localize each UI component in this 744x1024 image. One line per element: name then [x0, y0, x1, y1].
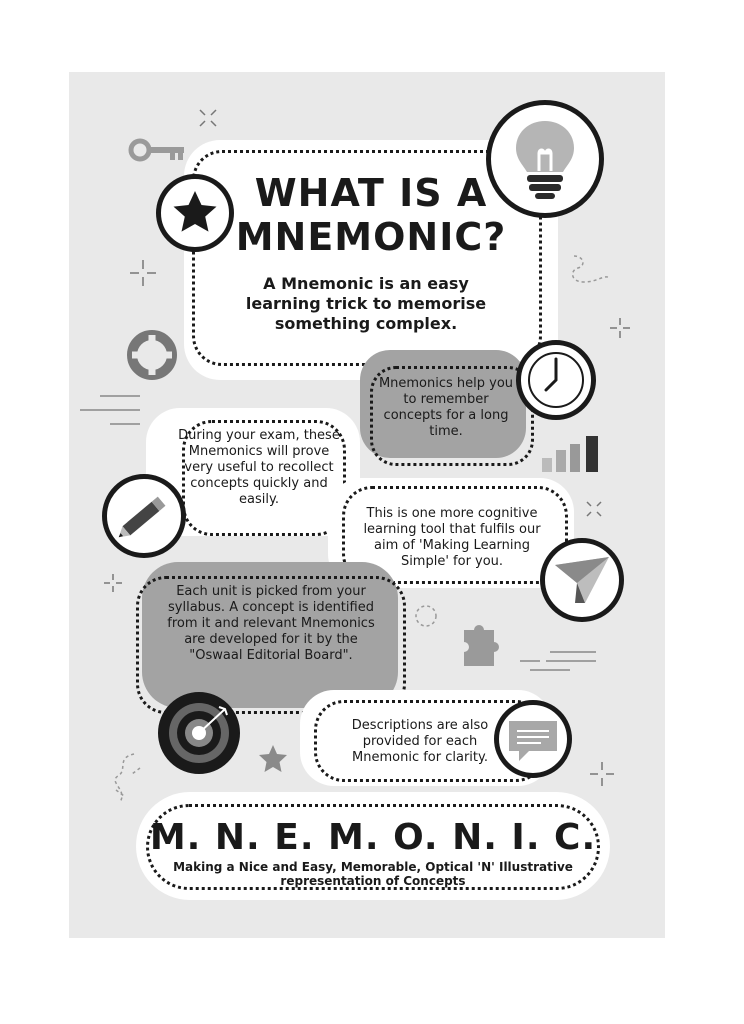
lightbulb-icon: [491, 105, 599, 213]
clock-badge: [516, 340, 596, 420]
intro-text: A Mnemonic is an easy learning trick to memorise something complex.: [245, 274, 487, 333]
acronym-line-2: representation of Concepts: [280, 874, 466, 888]
speed-lines-right: [520, 648, 600, 674]
target-icon: [163, 697, 235, 769]
acronym-letters: M. N. E. M. O. N. I. C.: [149, 817, 597, 858]
dotted-circle-icon: [414, 604, 438, 628]
target-badge: [158, 692, 240, 774]
lightbulb-badge: [486, 100, 604, 218]
sparkle-icon: [198, 108, 218, 128]
key-icon: [128, 136, 188, 164]
acronym-line-1: Making a Nice and Easy, Memorable, Optical 'N' Illustrative: [173, 860, 573, 874]
plus-sparkle-icon: [608, 316, 632, 340]
card-syllabus-text: Each unit is picked from your syllabus. A concept is identified from it and relevant Mnemonics are developed for it by the "Oswaal Editorial Board".: [167, 584, 375, 663]
title-line-2: MNEMONIC?: [235, 215, 507, 259]
clock-icon: [521, 345, 591, 415]
plus-sparkle-icon: [588, 760, 616, 788]
card-exam-text: During your exam, these Mnemonics will prove very useful to recollect concepts quickly and easily.: [178, 428, 340, 507]
puzzle-icon: [462, 620, 502, 668]
star-icon: [161, 179, 229, 247]
bar-chart-icon: [542, 436, 602, 472]
dotted-squiggle-icon: [566, 252, 612, 292]
pencil-icon: [107, 479, 181, 553]
plus-sparkle-icon: [128, 258, 158, 288]
speed-lines-left: [80, 390, 150, 430]
card-remember-text: Mnemonics help you to remember concepts for a long time.: [378, 376, 514, 439]
card-cognitive-text: This is one more cognitive learning tool that fulfils our aim of 'Making Learning Simple' for you.: [363, 506, 541, 569]
card-descriptions-text: Descriptions are also provided for each Mnemonic for clarity.: [351, 718, 489, 765]
title-line-1: WHAT IS A: [254, 171, 488, 215]
dotted-squiggle-icon: [104, 750, 148, 806]
star-badge: [156, 174, 234, 252]
small-star-icon: [258, 744, 288, 772]
lifebuoy-icon: [125, 328, 179, 382]
pencil-badge: [102, 474, 186, 558]
paper-plane-badge: [540, 538, 624, 622]
paper-plane-icon: [545, 543, 619, 617]
plus-sparkle-icon: [102, 572, 124, 594]
chat-badge: [494, 700, 572, 778]
sparkle-icon: [585, 500, 603, 518]
chat-icon: [499, 705, 567, 773]
